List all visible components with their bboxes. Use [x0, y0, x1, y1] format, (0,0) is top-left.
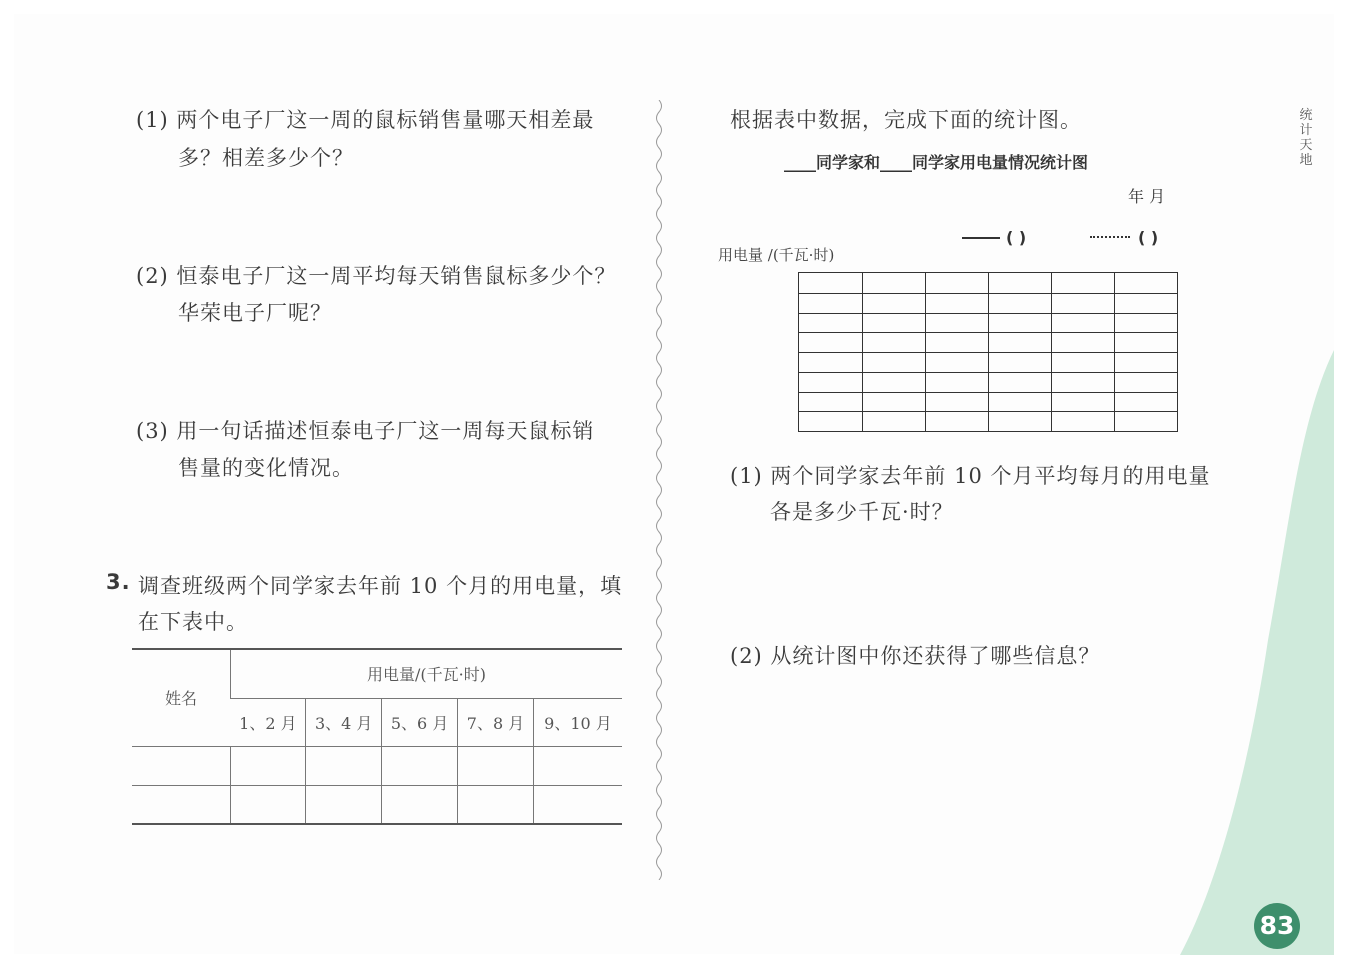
question-1-line-1: (1) 两个电子厂这一周的鼠标销售量哪天相差最 — [136, 108, 595, 132]
table-row — [132, 746, 622, 785]
table-cell[interactable] — [382, 746, 458, 785]
question-1-line-2: 多？相差多少个？ — [178, 146, 354, 170]
table-cell[interactable] — [306, 746, 382, 785]
table-cell[interactable] — [533, 785, 622, 824]
question-2-line-1: (2) 恒泰电子厂这一周平均每天销售鼠标多少个？ — [136, 264, 617, 288]
table-cell[interactable] — [458, 746, 534, 785]
month-header: 5、6 月 — [382, 698, 458, 746]
name-header: 姓名 — [164, 689, 197, 709]
date-label: 年 月 — [1128, 187, 1166, 206]
table-row — [132, 785, 622, 824]
table-cell[interactable] — [231, 746, 306, 785]
chart-question-1-line-1: (1) 两个同学家去年前 10 个月平均每月的用电量 — [730, 464, 1211, 488]
table-cell[interactable] — [231, 785, 306, 824]
question-3-line-2: 售量的变化情况。 — [178, 456, 354, 480]
page-number: 83 — [1254, 903, 1300, 949]
month-header: 9、10 月 — [533, 698, 622, 746]
month-header: 7、8 月 — [458, 698, 534, 746]
table-cell[interactable] — [382, 785, 458, 824]
chart-question-2: (2) 从统计图中你还获得了哪些信息？ — [730, 644, 1101, 668]
legend-solid-label: ( ) — [1006, 228, 1027, 247]
legend-solid-line — [962, 237, 1000, 239]
chart-instruction: 根据表中数据，完成下面的统计图。 — [730, 108, 1082, 132]
chart-title: ____同学家和____同学家用电量情况统计图 — [784, 153, 1089, 172]
chart-grid — [798, 272, 1178, 432]
problem-3-line-2: 在下表中。 — [138, 610, 248, 634]
question-3-line-1: (3) 用一句话描述恒泰电子厂这一周每天鼠标销 — [136, 419, 595, 443]
problem-3-line-1: 调查班级两个同学家去年前 10 个月的用电量，填 — [138, 574, 623, 598]
table-cell[interactable] — [306, 785, 382, 824]
usage-header: 用电量/(千瓦·时) — [231, 649, 623, 698]
legend-dotted-label: ( ) — [1138, 228, 1159, 247]
table-cell[interactable] — [132, 746, 231, 785]
chart-question-1-line-2: 各是多少千瓦·时？ — [770, 500, 954, 524]
legend-dotted-line — [1090, 236, 1130, 238]
section-tab-label: 统 计 天 地 — [1299, 108, 1313, 168]
table-cell[interactable] — [132, 785, 231, 824]
month-header: 3、4 月 — [306, 698, 382, 746]
page-divider — [652, 100, 666, 880]
table-cell[interactable] — [458, 785, 534, 824]
table-cell[interactable] — [533, 746, 622, 785]
question-2-line-2: 华荣电子厂呢？ — [178, 301, 332, 325]
problem-3-number: 3. — [106, 570, 131, 594]
month-header: 1、2 月 — [239, 713, 297, 733]
y-axis-label: 用电量 /(千瓦·时) — [718, 246, 835, 264]
usage-table — [132, 648, 622, 825]
